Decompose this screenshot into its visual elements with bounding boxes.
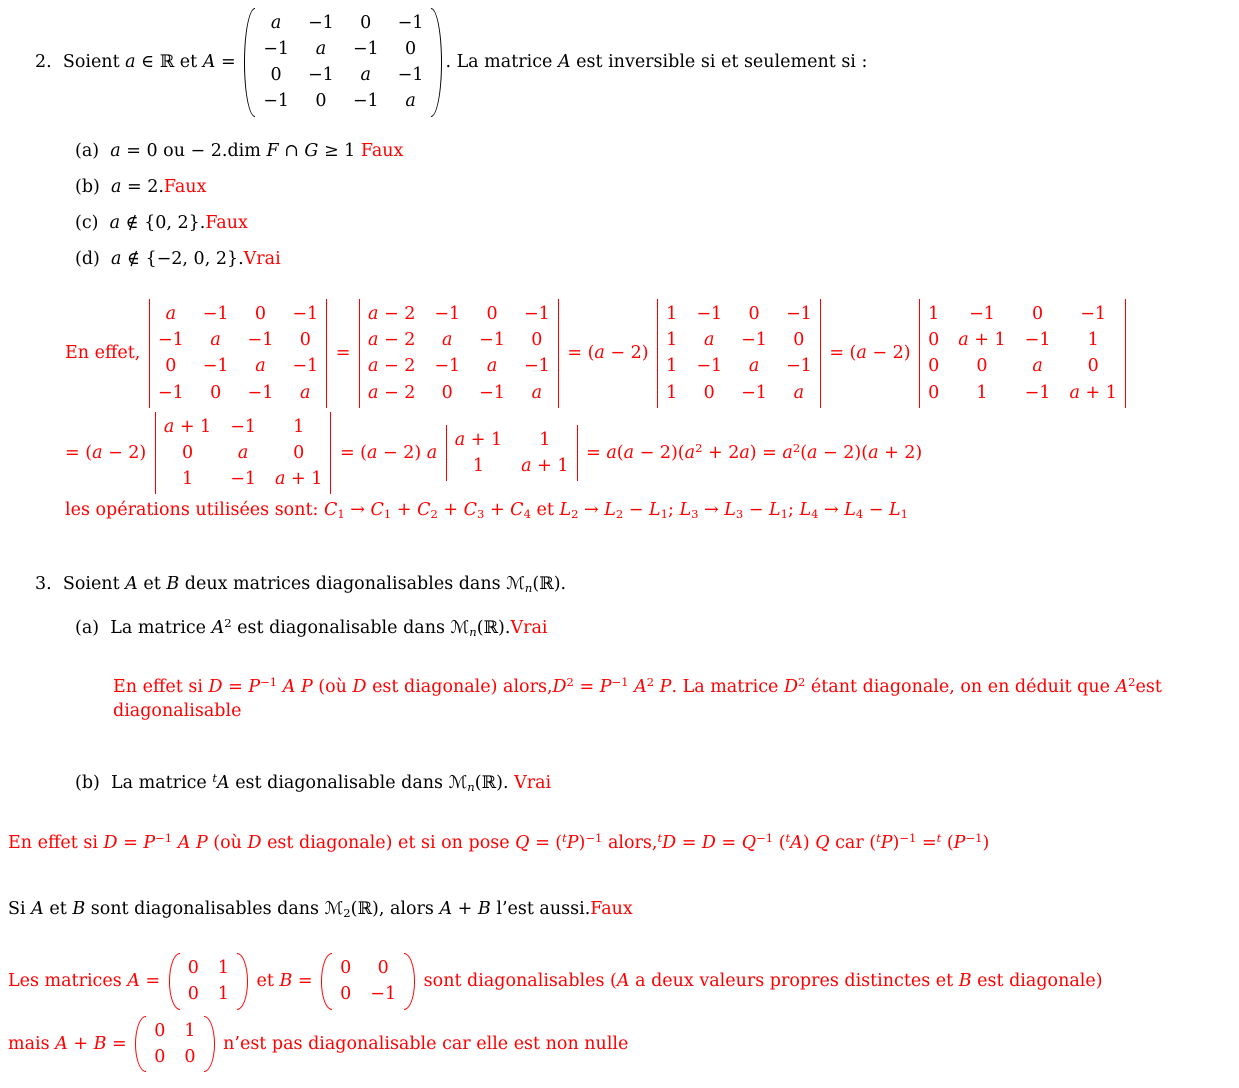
matrix-cell: 1	[472, 455, 485, 476]
matrix-cell: 0	[928, 330, 940, 351]
math-text: B	[958, 971, 972, 992]
math-text: B	[72, 899, 86, 920]
matrix-cell: a	[793, 382, 805, 403]
math-text: A	[557, 52, 571, 73]
matrix-cell: 0	[441, 382, 453, 403]
matrix-cell: −1	[785, 304, 812, 325]
matrix-cell: a	[255, 356, 266, 377]
matrix-cell: 0	[210, 382, 222, 403]
matrix-cell: a	[270, 13, 282, 33]
item-label: (d)	[75, 248, 111, 269]
text: et	[250, 971, 280, 992]
text: , alors	[378, 899, 440, 920]
math-text: F ∩ G ≥ 1	[266, 140, 361, 161]
matrix-cell: −1	[230, 468, 257, 489]
matrix-cell: −1	[523, 304, 550, 325]
matrix-grid	[658, 299, 820, 408]
matrix-cell: 0	[184, 1046, 196, 1067]
matrix-cell: −1	[292, 356, 319, 377]
q3a-justification	[113, 675, 1237, 723]
matrix-grid	[146, 1016, 203, 1072]
answer-label: Vrai	[510, 618, 548, 639]
det-computation-line-1	[65, 299, 1239, 408]
matrix-cell: 0	[486, 304, 498, 325]
matrix-cell: −1	[969, 304, 995, 325]
paren-right-icon	[237, 953, 248, 1009]
math-text: ℳ$_2$(ℝ)	[324, 899, 379, 921]
matrix-cell: −1	[785, 356, 812, 377]
math-text: = (a − 2)	[65, 442, 152, 463]
matrix-cell: 1	[293, 416, 305, 437]
matrix-cell: −1	[157, 330, 184, 351]
matrix-cell: −1	[479, 330, 505, 351]
operations-note	[65, 498, 1239, 522]
matrix-cell: 0	[270, 65, 282, 86]
item-number: 2.	[35, 52, 63, 73]
text: (où	[207, 832, 248, 853]
math-text: D	[352, 676, 367, 697]
matrix-cell: −1	[696, 356, 723, 377]
matrix-cell: 1	[666, 304, 678, 325]
text: . La matrice	[445, 52, 558, 73]
matrix-cell: a + 1	[454, 429, 503, 450]
matrix-cell: a − 2	[367, 304, 416, 325]
text: Soient	[62, 52, 126, 73]
math-text: A	[616, 971, 630, 992]
answer-label: Faux	[360, 140, 404, 161]
text: est diagonale) alors,	[366, 676, 553, 697]
matrix-cell: −1	[230, 416, 257, 437]
paren-left-icon	[135, 1016, 146, 1072]
math-text: − 2.	[190, 140, 228, 161]
matrix-cell: −1	[352, 91, 379, 112]
matrix-cell: 1	[217, 984, 229, 1005]
item-label: (b) La matrice	[75, 772, 213, 793]
matrix-cell: −1	[308, 13, 334, 33]
matrix-cell: 0	[404, 39, 417, 60]
matrix-cell: −1	[370, 984, 397, 1005]
matrix-cell: a + 1	[275, 468, 323, 489]
text: a deux valeurs propres distinctes et	[629, 971, 959, 992]
text: est diagonalisable dans	[231, 618, 451, 639]
math-text: ℳ$_n$(ℝ)	[450, 618, 505, 640]
text: étant diagonale, on en déduit que	[805, 676, 1116, 697]
matrix-cell: a + 1	[958, 330, 1006, 351]
math-text: a = 0	[110, 140, 158, 161]
matrix-cell: a	[237, 442, 249, 463]
matrix-cell: −1	[741, 382, 767, 403]
matrix-cell: a + 1	[521, 455, 569, 476]
math-text: $A^2$	[1115, 674, 1136, 697]
matrix-cell: a + 1	[163, 416, 212, 437]
q3-choice-a	[75, 616, 1239, 640]
math-text: $L_2 \to L_2 - L_1$; $L_3 \to L_3 - L_1$; $L_4 \to L_4 - L_1$	[559, 500, 909, 522]
matrix-cell: 0	[299, 330, 311, 351]
math-text: $D^2 = P^{-1}$ $A^2$ P	[552, 674, 672, 697]
q3c-conclusion	[8, 1016, 1239, 1072]
matrix-cell: −1	[263, 39, 289, 60]
text: est diagonale) et si on pose	[261, 832, 516, 853]
det-computation-line-2	[65, 412, 1239, 494]
text: .	[504, 618, 511, 639]
matrix-cell: a	[531, 382, 543, 403]
text: sont diagonalisables (	[418, 971, 617, 992]
matrix-cell: 0	[154, 1046, 166, 1067]
matrix-B2	[321, 953, 415, 1009]
choice-a	[75, 139, 1239, 163]
matrix-cell: −1	[247, 330, 274, 351]
matrix-cell: 0	[360, 13, 372, 33]
text: .	[502, 772, 515, 793]
math-text: = (a − 2)	[561, 343, 655, 364]
q3-statement	[35, 572, 1239, 596]
matrix-cell: −1	[1024, 330, 1051, 351]
text: (où	[312, 676, 353, 697]
math-text: $A^2$	[211, 616, 232, 639]
matrix-cell: 0	[187, 958, 199, 979]
matrix-cell: a	[1032, 356, 1043, 377]
answer-label: Faux	[590, 899, 633, 920]
det-bar-right-icon	[820, 299, 821, 408]
matrix-cell: a	[360, 65, 371, 86]
math-text: A + B =	[55, 1033, 133, 1054]
text: est diagonalisable dans	[229, 772, 449, 793]
matrix-cell: 1	[666, 382, 678, 403]
matrix-cell: −1	[741, 330, 767, 351]
answer-label: Faux	[205, 212, 248, 233]
matrix-cell: 1	[976, 382, 988, 403]
text: mais	[8, 1033, 56, 1054]
math-text: $^tD = D = Q^{-1}$ ($^t$A) Q	[657, 831, 830, 853]
math-text: A	[125, 574, 138, 595]
math-text: $D = P^{-1}$ A P	[103, 831, 208, 853]
matrix-cell: −1	[434, 304, 461, 325]
matrix-cell: 1	[666, 356, 678, 377]
determinant-step2	[359, 299, 559, 408]
matrix-cell: −1	[352, 39, 379, 60]
text: Les matrices	[8, 971, 128, 992]
choice-c	[75, 211, 1239, 235]
answer-label: Faux	[163, 176, 207, 197]
item-number: 3.	[35, 574, 63, 595]
q2-statement	[35, 8, 1239, 117]
matrix-cell: a − 2	[367, 356, 416, 377]
det-bar-right-icon	[1125, 299, 1126, 408]
text: Si	[8, 899, 32, 920]
math-text: $Q = (^tP)^{-1}$	[515, 831, 603, 853]
paren-left-icon	[244, 8, 255, 117]
paren-left-icon	[321, 953, 332, 1009]
det-bar-right-icon	[326, 299, 327, 408]
paren-left-icon	[169, 953, 180, 1009]
matrix-cell: 1	[539, 429, 551, 450]
matrix-cell: 0	[793, 330, 805, 351]
matrix-cell: 0	[976, 356, 988, 377]
choice-d	[75, 247, 1239, 271]
math-text: B	[166, 574, 180, 595]
matrix-cell: a	[704, 330, 715, 351]
matrix-cell: −1	[247, 382, 274, 403]
matrix-A	[244, 8, 442, 117]
math-text: $D = P^{-1}$ A P	[208, 674, 313, 697]
matrix-cell: −1	[263, 91, 289, 112]
matrix-cell: 1	[666, 330, 678, 351]
text: Soient	[62, 574, 126, 595]
det-bar-right-icon	[558, 299, 559, 408]
matrix-cell: a	[315, 39, 327, 60]
item-label: (a) La matrice	[75, 618, 212, 639]
matrix-grid	[150, 299, 326, 408]
answer-label: Vrai	[514, 772, 552, 793]
math-text: a = 2.	[110, 176, 164, 197]
q3c-statement	[8, 897, 1239, 921]
matrix-cell: 0	[928, 356, 940, 377]
matrix-cell: 0	[293, 442, 305, 463]
matrix-cell: 0	[154, 1020, 166, 1041]
matrix-cell: −1	[292, 304, 319, 325]
matrix-cell: 0	[748, 304, 760, 325]
matrix-cell: −1	[202, 304, 229, 325]
matrix-cell: a + 1	[1069, 382, 1117, 403]
item-label: (a)	[75, 140, 111, 161]
matrix-grid	[255, 8, 431, 117]
math-text: A + B	[439, 899, 491, 920]
math-text: ℳ$_n$(ℝ)	[506, 574, 561, 596]
matrix-cell: 0	[928, 382, 940, 403]
matrix-cell: −1	[308, 65, 334, 86]
matrix-cell: −1	[202, 356, 229, 377]
text: En effet si	[8, 832, 104, 853]
text: sont diagonalisables dans	[85, 899, 325, 920]
math-text: $D^2$	[783, 674, 806, 697]
text: est inversible si et seulement si :	[570, 52, 868, 73]
text: deux matrices diagonalisables dans	[179, 574, 507, 595]
matrix-cell: −1	[696, 304, 723, 325]
matrix-cell: 0	[165, 356, 177, 377]
matrix-cell: a	[405, 91, 416, 112]
matrix-cell: −1	[523, 356, 550, 377]
math-text: a ∉ {0, 2}.	[109, 212, 206, 233]
det-bar-right-icon	[330, 412, 331, 494]
matrix-cell: a	[486, 356, 498, 377]
matrix-cell: 0	[531, 330, 543, 351]
math-text: a ∉ {−2, 0, 2}.	[110, 248, 244, 269]
matrix-AplusB	[135, 1016, 214, 1072]
matrix-cell: a	[165, 304, 177, 325]
determinant-minor2	[446, 425, 578, 481]
math-text: =	[330, 343, 356, 364]
math-text: D	[247, 832, 262, 853]
q3b-justification	[8, 831, 1239, 855]
text: et	[43, 899, 73, 920]
matrix-cell: 0	[340, 958, 352, 979]
matrix-cell: 0	[254, 304, 267, 325]
math-text: = (a − 2)	[823, 343, 917, 364]
matrix-cell: 1	[928, 304, 940, 325]
matrix-cell: 0	[1031, 304, 1044, 325]
math-text: A =	[127, 971, 166, 992]
text: En effet si	[113, 676, 209, 697]
text: .	[560, 574, 567, 595]
determinant-minor3	[155, 412, 332, 494]
math-text: A	[31, 899, 44, 920]
math-text: $^t$A	[212, 771, 230, 793]
math-text: $(^tP)^{-1} =^t$ $(P^{-1})$	[869, 831, 990, 853]
item-label: (c)	[75, 212, 110, 233]
matrix-cell: 0	[377, 958, 389, 979]
matrix-cell: 1	[217, 958, 229, 979]
math-text: $C_1 \to C_1 + C_2 + C_3 + C_4$	[323, 500, 531, 522]
q3c-counterexample	[8, 953, 1239, 1009]
determinant-step3	[657, 299, 821, 408]
matrix-cell: −1	[397, 65, 424, 86]
matrix-cell: −1	[434, 356, 461, 377]
matrix-cell: 0	[315, 91, 327, 112]
text: . La matrice	[671, 676, 784, 697]
text: et	[137, 574, 167, 595]
det-bar-right-icon	[577, 425, 578, 481]
text: ou	[157, 140, 191, 161]
matrix-cell: 1	[184, 1020, 196, 1041]
text: n’est pas diagonalisable car elle est non nulle	[217, 1033, 629, 1054]
paren-right-icon	[431, 8, 442, 117]
paren-right-icon	[404, 953, 415, 1009]
matrix-grid	[920, 299, 1125, 408]
math-text: ℳ$_n$(ℝ)	[448, 772, 503, 795]
matrix-cell: 0	[181, 442, 194, 463]
matrix-cell: a	[748, 356, 760, 377]
matrix-grid	[156, 412, 331, 494]
matrix-cell: a	[442, 330, 453, 351]
matrix-cell: −1	[479, 382, 505, 403]
text: En effet,	[65, 343, 146, 364]
text: est diagonale)	[971, 971, 1103, 992]
math-text: = (a − 2) a	[334, 442, 438, 463]
determinant-step4	[919, 299, 1126, 408]
text: l’est aussi.	[490, 899, 591, 920]
text: et	[174, 52, 203, 73]
choice-b	[75, 175, 1239, 199]
matrix-A2	[169, 953, 248, 1009]
matrix-cell: 0	[703, 382, 715, 403]
matrix-cell: 0	[1087, 356, 1099, 377]
matrix-grid	[447, 425, 577, 481]
matrix-grid	[360, 299, 558, 408]
matrix-cell: a	[210, 330, 221, 351]
matrix-cell: 0	[187, 984, 199, 1005]
matrix-cell: 1	[181, 468, 194, 489]
matrix-cell: a − 2	[367, 330, 416, 351]
matrix-cell: 0	[340, 984, 352, 1005]
math-text: = $a(a - 2)(a^2 + 2a) = a^2(a - 2)(a + 2)$	[580, 441, 923, 463]
text: dim	[227, 140, 267, 161]
matrix-grid	[332, 953, 404, 1009]
paren-right-icon	[204, 1016, 215, 1072]
matrix-cell: −1	[1024, 382, 1051, 403]
item-label: (b)	[75, 176, 111, 197]
text: car	[829, 832, 870, 853]
matrix-cell: −1	[157, 382, 184, 403]
matrix-cell: a	[300, 382, 311, 403]
matrix-cell: −1	[1080, 304, 1107, 325]
matrix-cell: 1	[1087, 330, 1099, 351]
math-text: A =	[202, 52, 242, 73]
text: et	[530, 500, 560, 521]
matrix-grid	[180, 953, 237, 1009]
text: alors,	[602, 832, 658, 853]
answer-label: Vrai	[243, 248, 281, 269]
matrix-cell: −1	[397, 13, 424, 33]
determinant-A	[149, 299, 327, 408]
math-text: B =	[279, 971, 319, 992]
math-text: a ∈ ℝ	[125, 52, 175, 73]
matrix-cell: a − 2	[367, 382, 416, 403]
text: est diagonalisable	[113, 676, 1162, 721]
text: les opérations utilisées sont:	[65, 500, 324, 521]
q3-choice-b	[75, 771, 1239, 795]
